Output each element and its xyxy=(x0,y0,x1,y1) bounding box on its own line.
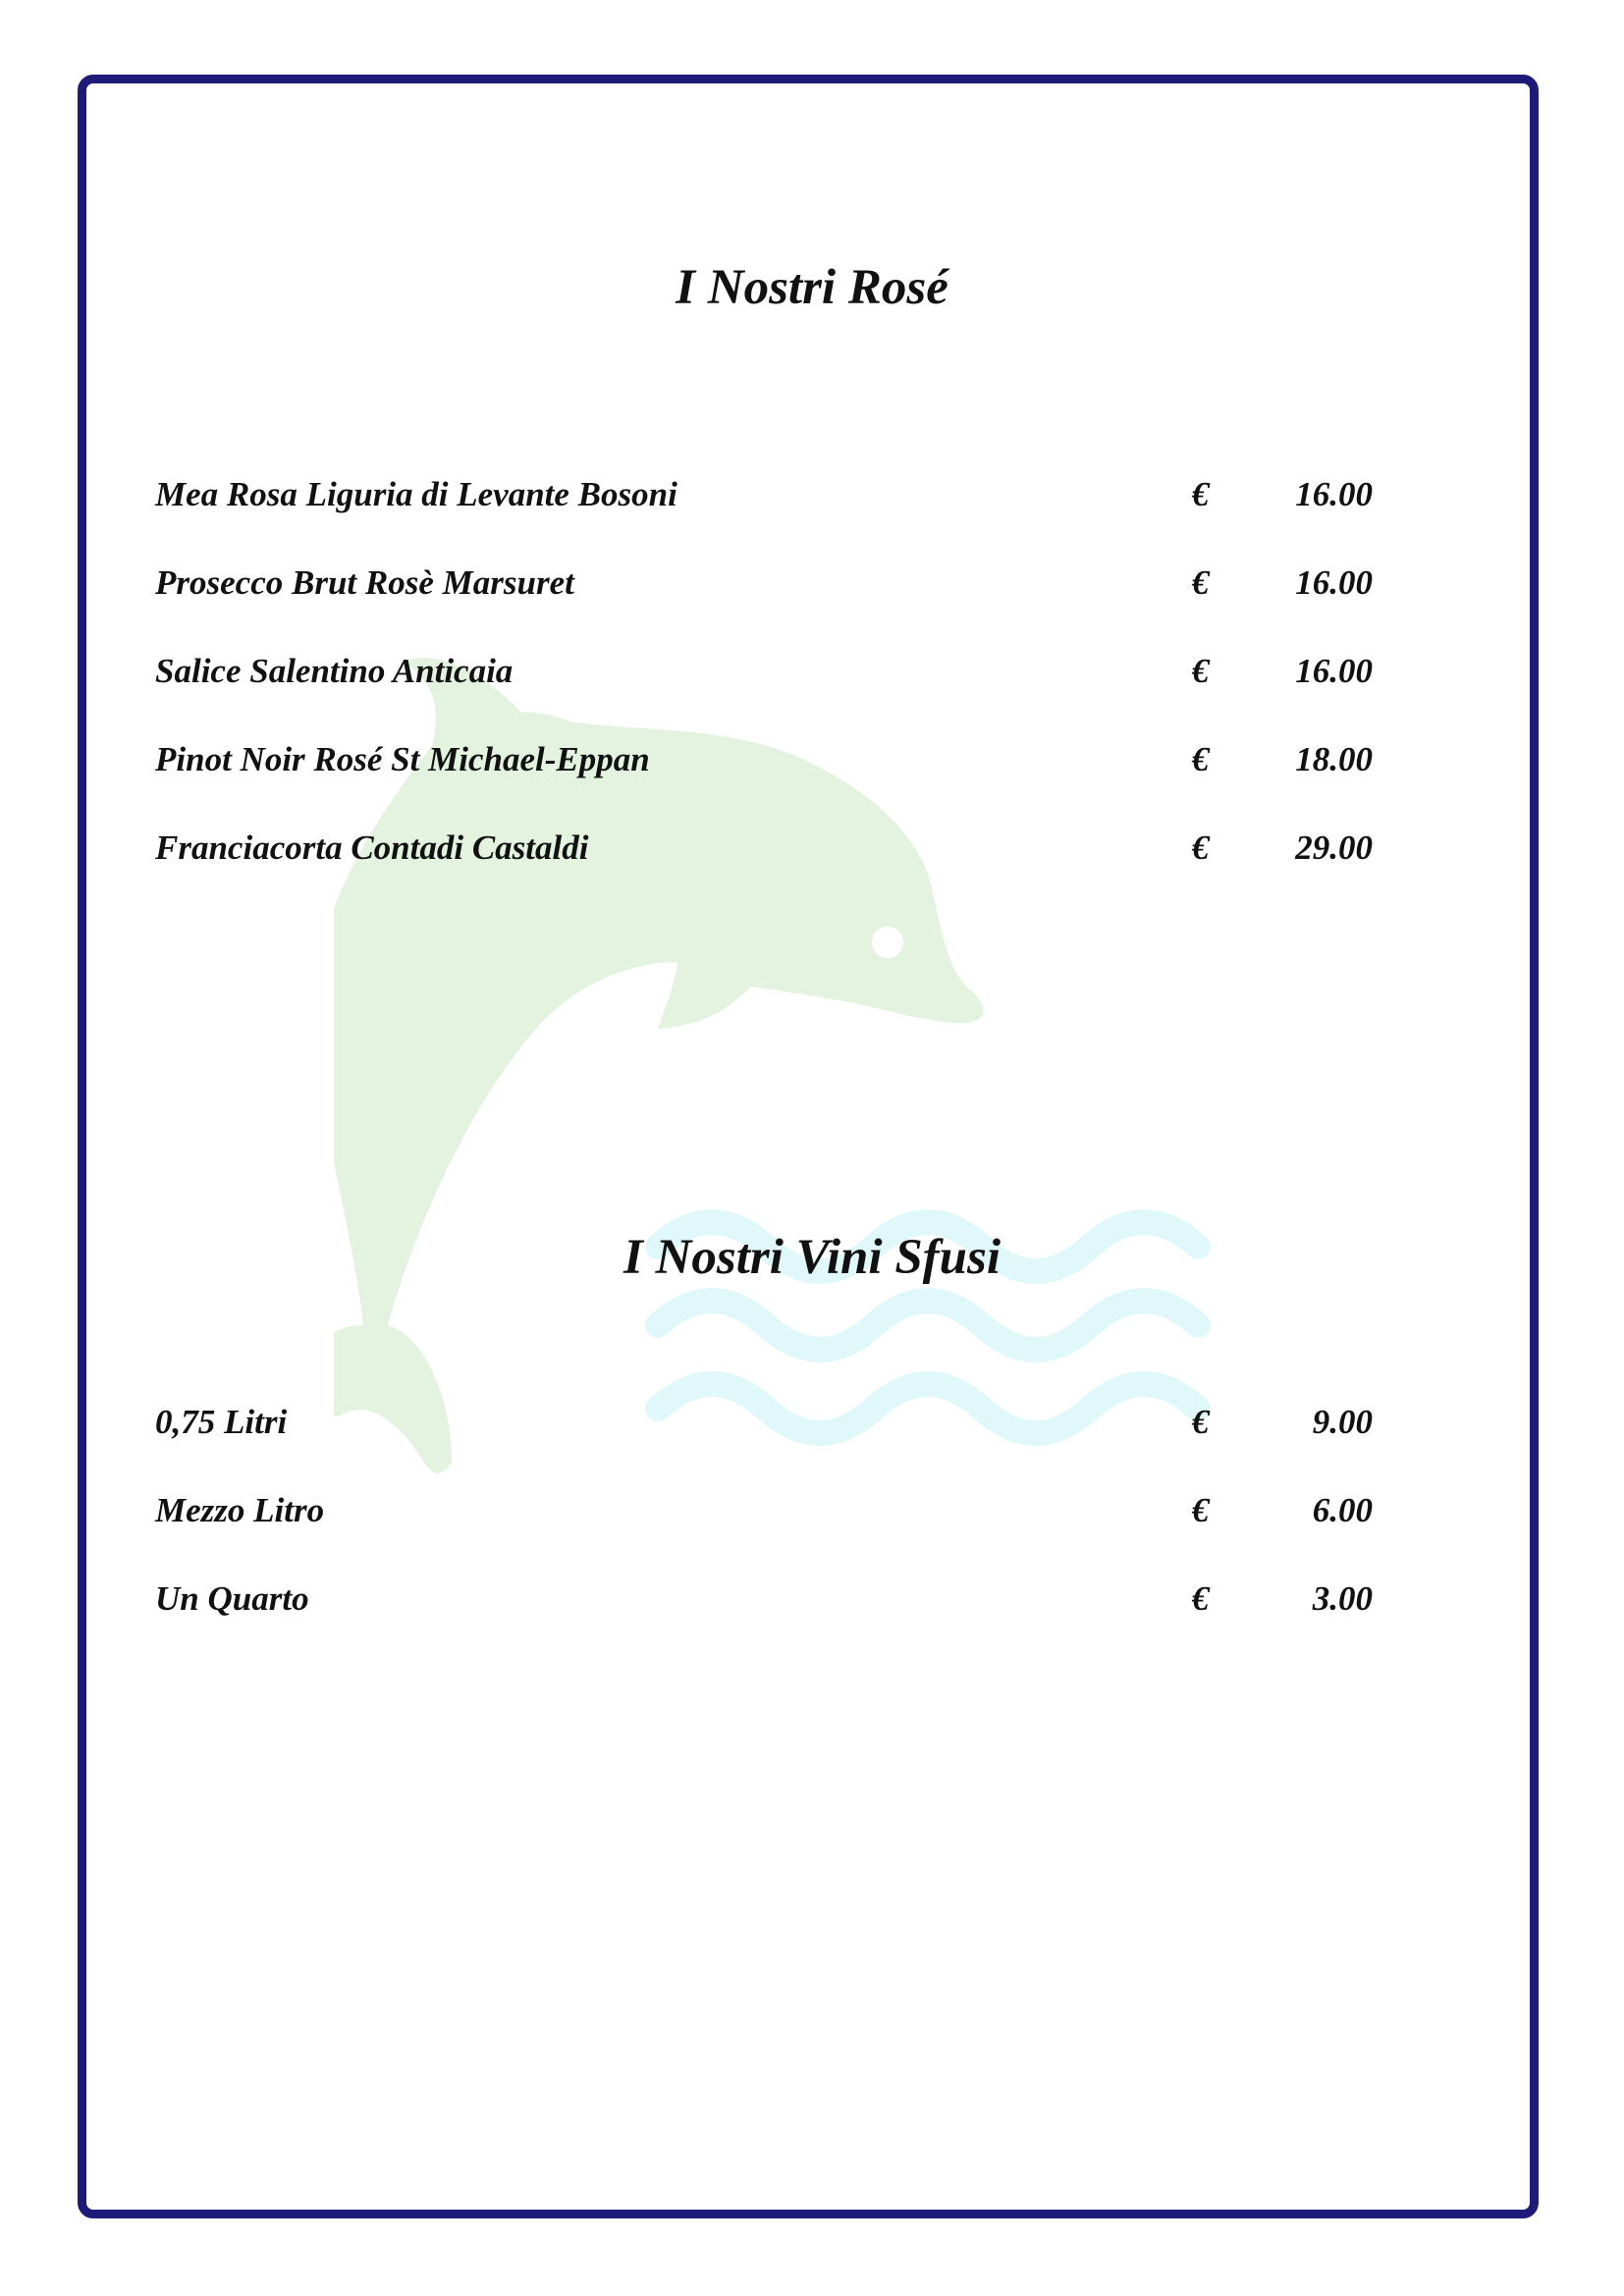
currency-symbol: € xyxy=(1192,563,1210,602)
currency-symbol: € xyxy=(1192,740,1210,778)
currency-symbol: € xyxy=(1192,475,1210,513)
wine-price: 16.00 xyxy=(1295,563,1373,602)
wine-name: Mea Rosa Liguria di Levante Bosoni xyxy=(155,475,677,513)
wine-price: 18.00 xyxy=(1295,740,1373,778)
currency-symbol: € xyxy=(1192,1403,1210,1441)
wine-name: Mezzo Litro xyxy=(155,1491,325,1529)
list-item xyxy=(155,558,1373,646)
wine-price: 9.00 xyxy=(1312,1403,1373,1441)
wine-name: Franciacorta Contadi Castaldi xyxy=(155,828,589,867)
wine-price: 16.00 xyxy=(1295,475,1373,513)
currency-symbol: € xyxy=(1192,828,1210,867)
dolphin-eye xyxy=(872,927,903,958)
wine-name: Prosecco Brut Rosè Marsuret xyxy=(155,563,574,602)
wine-name: Salice Salentino Anticaia xyxy=(155,652,514,690)
wine-name: 0,75 Litri xyxy=(155,1403,288,1441)
currency-symbol: € xyxy=(1192,1579,1210,1618)
list-item xyxy=(155,646,1373,734)
sfusi-wine-list xyxy=(155,1397,1373,1662)
wine-name: Pinot Noir Rosé St Michael-Eppan xyxy=(155,740,650,778)
wine-price: 16.00 xyxy=(1295,652,1373,690)
wine-name: Un Quarto xyxy=(155,1579,309,1618)
currency-symbol: € xyxy=(1192,652,1210,690)
list-item xyxy=(155,469,1373,558)
rose-wine-list xyxy=(155,469,1373,911)
wine-price: 29.00 xyxy=(1295,828,1373,867)
rose-section-title: I Nostri Rosé xyxy=(676,260,948,315)
currency-symbol: € xyxy=(1192,1491,1210,1529)
list-item xyxy=(155,823,1373,911)
list-item xyxy=(155,1397,1373,1485)
sfusi-section-title: I Nostri Vini Sfusi xyxy=(623,1230,1001,1285)
list-item xyxy=(155,1574,1373,1662)
list-item xyxy=(155,734,1373,823)
list-item xyxy=(155,1485,1373,1574)
wine-price: 6.00 xyxy=(1312,1491,1373,1529)
wine-price: 3.00 xyxy=(1312,1579,1373,1618)
